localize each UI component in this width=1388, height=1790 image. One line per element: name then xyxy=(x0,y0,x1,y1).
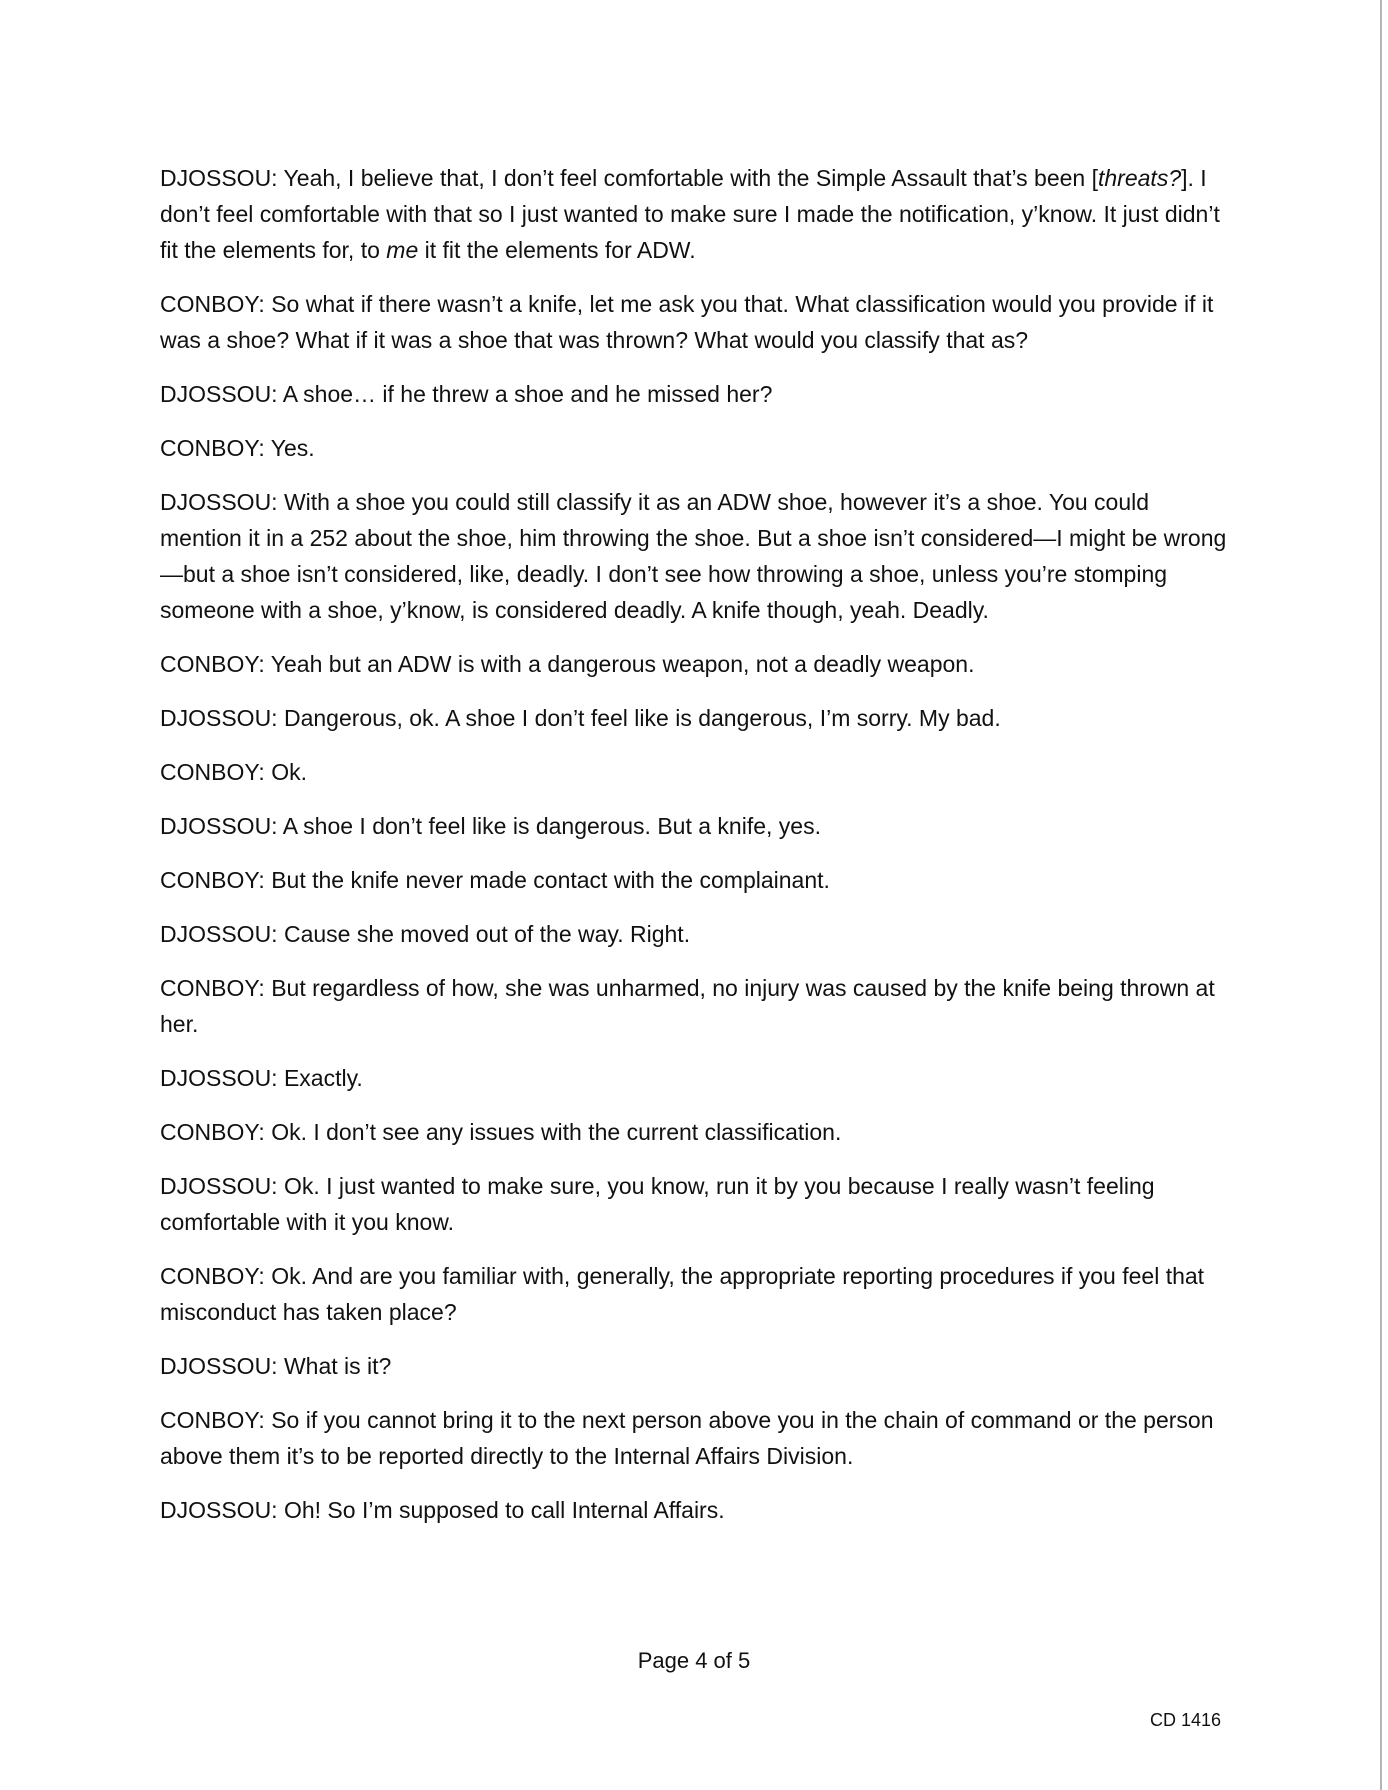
paragraph-text: DJOSSOU: Cause she moved out of the way. Right. xyxy=(160,921,691,947)
paragraph-text: CONBOY: Ok. And are you familiar with, generally, the appropriate reporting procedures if you feel that misconduct has taken place? xyxy=(160,1263,1211,1325)
paragraph-text: DJOSSOU: Exactly. xyxy=(160,1065,363,1091)
italic-text: threats? xyxy=(1098,165,1182,191)
transcript-paragraph xyxy=(160,430,1230,466)
transcript-paragraph xyxy=(160,1060,1230,1096)
transcript-paragraph xyxy=(160,970,1230,1042)
paragraph-text: CONBOY: Ok. I don’t see any issues with the current classification. xyxy=(160,1119,842,1145)
transcript-paragraph xyxy=(160,1492,1230,1528)
transcript-body xyxy=(160,160,1230,1546)
transcript-paragraph xyxy=(160,1402,1230,1474)
italic-text: me xyxy=(386,237,419,263)
paragraph-text: CONBOY: So if you cannot bring it to the next person above you in the chain of command or the person above them it’s to be reported directly to the Internal Affairs Division. xyxy=(160,1407,1220,1469)
paragraph-text: CONBOY: So what if there wasn’t a knife, let me ask you that. What classification would you provide if it was a shoe? What if it was a shoe that was thrown? What would you classify that as? xyxy=(160,291,1220,353)
transcript-paragraph xyxy=(160,1114,1230,1150)
document-id: CD 1416 xyxy=(1150,1710,1222,1730)
paragraph-text: DJOSSOU: A shoe… if he threw a shoe and he missed her? xyxy=(160,381,773,407)
paragraph-text: CONBOY: Yes. xyxy=(160,435,315,461)
transcript-paragraph xyxy=(160,862,1230,898)
transcript-paragraph xyxy=(160,1258,1230,1330)
paragraph-text: it fit the elements for ADW. xyxy=(418,237,696,263)
paragraph-text: CONBOY: But regardless of how, she was unharmed, no injury was caused by the knife being thrown at her. xyxy=(160,975,1222,1037)
paragraph-text: ]. I don’t feel comfortable with that so I just wanted to make sure I made the notification, y’know. It just didn’t fit the elements for, to xyxy=(160,165,1227,263)
transcript-paragraph xyxy=(160,808,1230,844)
transcript-paragraph xyxy=(160,700,1230,736)
paragraph-text: CONBOY: But the knife never made contact with the complainant. xyxy=(160,867,830,893)
transcript-paragraph xyxy=(160,160,1230,268)
paragraph-text: DJOSSOU: Dangerous, ok. A shoe I don’t feel like is dangerous, I’m sorry. My bad. xyxy=(160,705,1001,731)
transcript-paragraph xyxy=(160,376,1230,412)
transcript-paragraph xyxy=(160,754,1230,790)
transcript-paragraph xyxy=(160,916,1230,952)
paragraph-text: DJOSSOU: With a shoe you could still classify it as an ADW shoe, however it’s a shoe. You could mention it in a 252 about the shoe, him throwing the shoe. But a shoe isn’t considered—I might be wrong—but a shoe isn’t considered, like, deadly. I don’t see how throwing a shoe, unless you’re stomping someone with a shoe, y’know, is considered deadly. A knife though, yeah. Deadly. xyxy=(160,489,1227,623)
transcript-paragraph xyxy=(160,286,1230,358)
paragraph-text: DJOSSOU: What is it? xyxy=(160,1353,392,1379)
transcript-paragraph xyxy=(160,646,1230,682)
paragraph-text: DJOSSOU: A shoe I don’t feel like is dangerous. But a knife, yes. xyxy=(160,813,821,839)
paragraph-text: DJOSSOU: Yeah, I believe that, I don’t feel comfortable with the Simple Assault that’s been [ xyxy=(160,165,1098,191)
transcript-paragraph xyxy=(160,1168,1230,1240)
paragraph-text: CONBOY: Ok. xyxy=(160,759,307,785)
page-number: Page 4 of 5 xyxy=(637,1648,751,1673)
transcript-paragraph xyxy=(160,1348,1230,1384)
paragraph-text: CONBOY: Yeah but an ADW is with a dangerous weapon, not a deadly weapon. xyxy=(160,651,975,677)
transcript-paragraph xyxy=(160,484,1230,628)
paragraph-text: DJOSSOU: Ok. I just wanted to make sure, you know, run it by you because I really wasn’t feeling comfortable with it you know. xyxy=(160,1173,1161,1235)
paragraph-text: DJOSSOU: Oh! So I’m supposed to call Internal Affairs. xyxy=(160,1497,725,1523)
